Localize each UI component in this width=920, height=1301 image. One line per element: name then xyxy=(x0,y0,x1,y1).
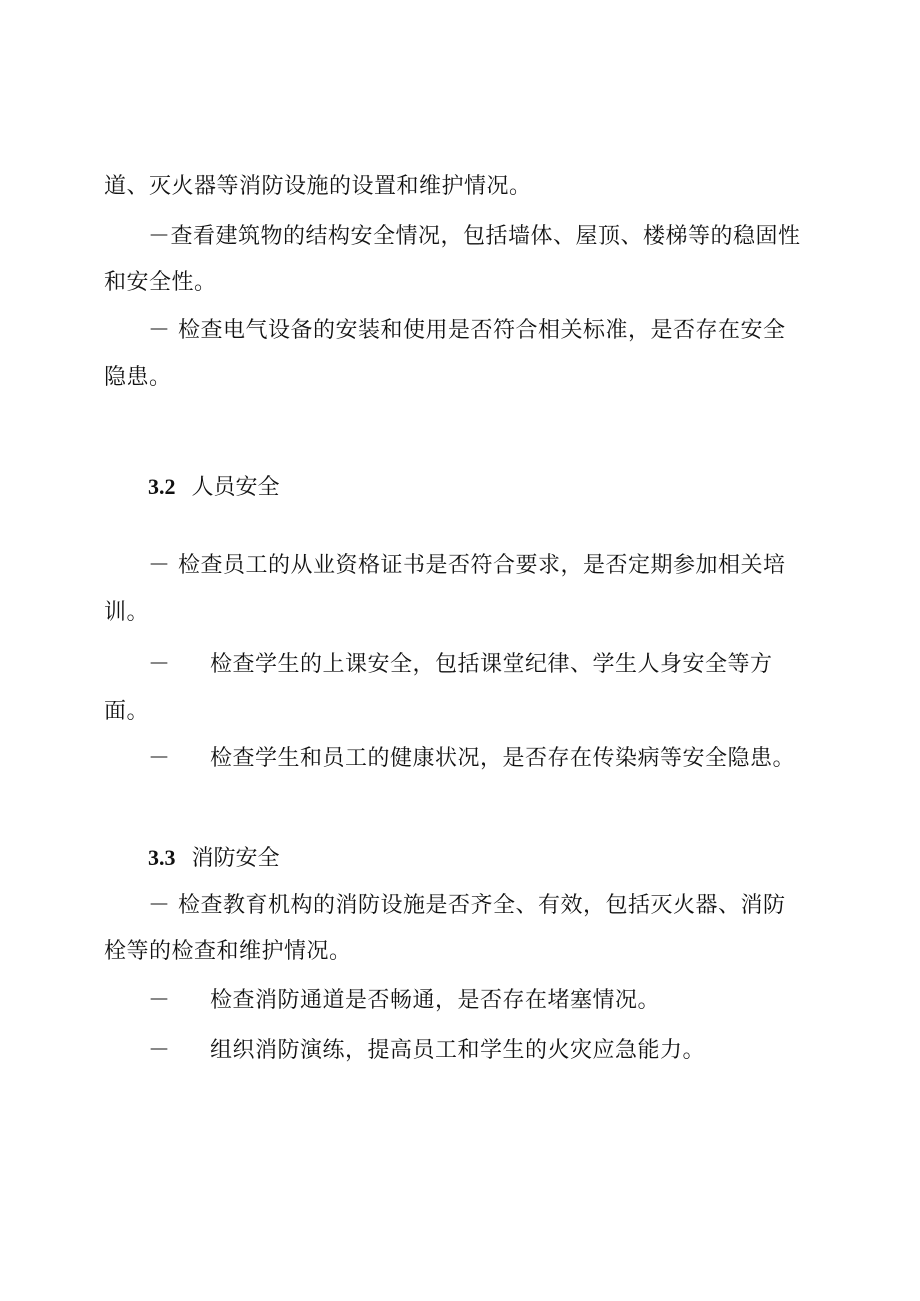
list-item-text: 检查消防通道是否畅通，是否存在堵塞情况。 xyxy=(210,988,661,1013)
list-dash: － xyxy=(148,652,171,677)
paragraph-line: 训。 xyxy=(104,600,150,625)
paragraph-line: 道、灭火器等消防设施的设置和维护情况。 xyxy=(104,174,532,199)
section-heading xyxy=(148,843,280,874)
list-dash: － xyxy=(148,988,171,1013)
section-number: 3.3 xyxy=(148,845,176,870)
list-item xyxy=(148,1036,705,1066)
list-item xyxy=(148,744,795,774)
list-dash: － xyxy=(148,746,171,771)
section-number: 3.2 xyxy=(148,474,176,499)
list-item-text: 检查学生的上课安全，包括课堂纪律、学生人身安全等方 xyxy=(210,652,773,677)
paragraph-line: 面。 xyxy=(104,699,150,724)
paragraph-line: － 检查员工的从业资格证书是否符合要求，是否定期参加相关培 xyxy=(148,553,786,578)
paragraph-line: －查看建筑物的结构安全情况，包括墙体、屋顶、楼梯等的稳固性 xyxy=(148,224,801,249)
paragraph-line: － 检查电气设备的安装和使用是否符合相关标准，是否存在安全 xyxy=(148,318,786,343)
section-heading xyxy=(148,472,280,503)
list-item-text: 组织消防演练，提高员工和学生的火灾应急能力。 xyxy=(210,1038,706,1063)
section-title: 人员安全 xyxy=(191,475,280,500)
paragraph-line: 隐患。 xyxy=(104,365,172,390)
list-item xyxy=(148,986,660,1016)
section-title: 消防安全 xyxy=(191,846,280,871)
list-item-text: 检查学生和员工的健康状况，是否存在传染病等安全隐患。 xyxy=(210,746,796,771)
list-item xyxy=(148,650,773,680)
paragraph-line: － 检查教育机构的消防设施是否齐全、有效，包括灭火器、消防 xyxy=(148,893,786,918)
paragraph-line: 和安全性。 xyxy=(104,270,217,295)
list-dash: － xyxy=(148,1038,171,1063)
paragraph-line: 栓等的检查和维护情况。 xyxy=(104,939,352,964)
